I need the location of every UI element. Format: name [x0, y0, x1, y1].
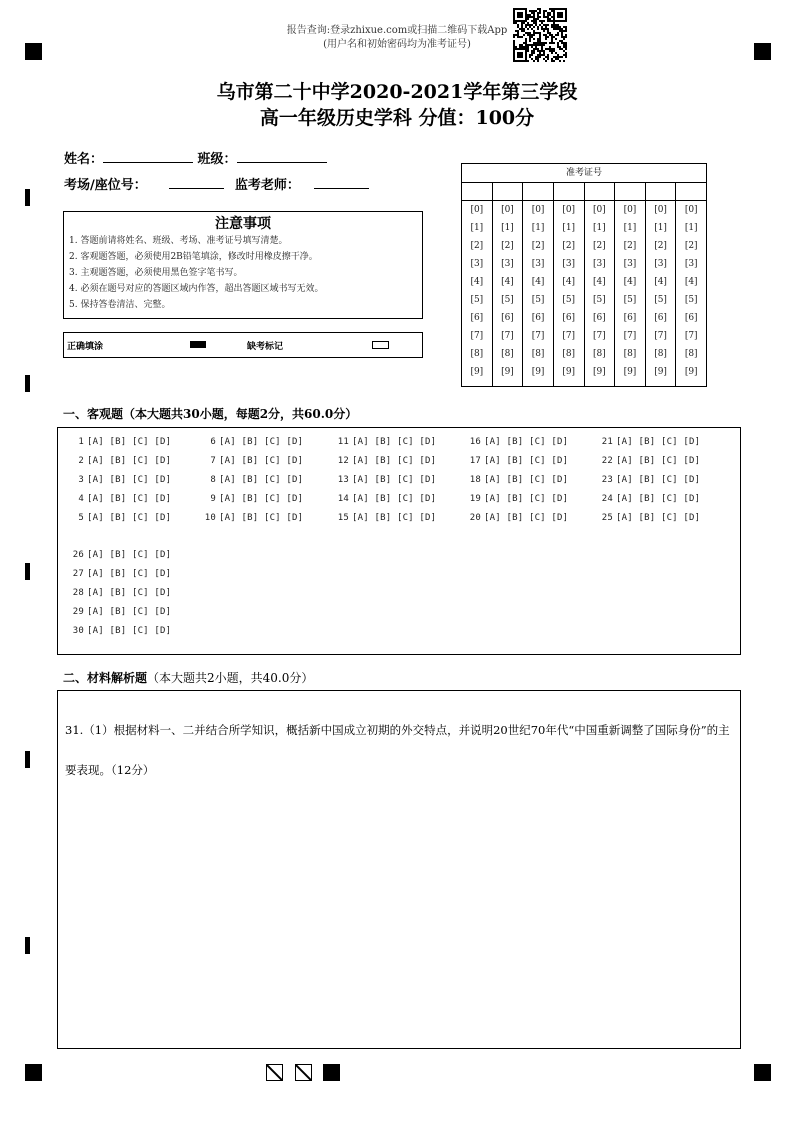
admission-digit-bubble[interactable]: [8]	[684, 349, 698, 359]
question-number: 21	[601, 437, 613, 447]
section2-title-detail: （本大题共2小题，共40.0分）	[147, 671, 314, 685]
answer-options[interactable]: [A] [B] [C] [D]	[484, 513, 569, 523]
question-number: 18	[469, 475, 481, 485]
answer-options[interactable]: [A] [B] [C] [D]	[616, 456, 701, 466]
admission-digit-write-cell[interactable]	[462, 183, 492, 201]
admission-digit-bubble[interactable]: [0]	[684, 205, 698, 215]
question-row	[333, 456, 436, 466]
admission-digit-bubble[interactable]: [4]	[531, 277, 545, 287]
question-row	[597, 494, 700, 504]
question-row	[68, 513, 171, 523]
question-row	[68, 550, 171, 560]
admission-digit-bubble[interactable]: [9]	[684, 367, 698, 377]
timing-mark	[25, 189, 30, 206]
question-row	[333, 475, 436, 485]
admission-digit-bubble[interactable]: [6]	[531, 313, 545, 323]
admission-digit-bubble[interactable]: [0]	[470, 205, 484, 215]
question-number: 23	[601, 475, 613, 485]
question-row	[333, 494, 436, 504]
admission-digit-bubble[interactable]: [1]	[470, 223, 484, 233]
question-number: 12	[337, 456, 349, 466]
admission-digit-bubble[interactable]: [3]	[531, 259, 545, 269]
question-number: 30	[72, 626, 84, 636]
notes-line: 2. 客观题答题，必须使用2B铅笔填涂，修改时用橡皮擦干净。	[69, 252, 318, 262]
admission-digit-column	[615, 183, 646, 386]
admission-digit-bubble[interactable]: [0]	[592, 205, 606, 215]
admission-digit-bubble[interactable]: [9]	[562, 367, 576, 377]
answer-options[interactable]: [A] [B] [C] [D]	[87, 475, 172, 485]
answer-options[interactable]: [A] [B] [C] [D]	[352, 475, 437, 485]
admission-digit-bubble[interactable]: [0]	[623, 205, 637, 215]
notes-title: 注意事项	[215, 216, 271, 232]
admission-digit-write-cell[interactable]	[554, 183, 584, 201]
notes-line: 4. 必须在题号对应的答题区域内作答，超出答题区域书写无效。	[69, 284, 324, 294]
question-row	[200, 513, 303, 523]
question-row	[68, 475, 171, 485]
admission-digit-write-cell[interactable]	[676, 183, 706, 201]
question-row	[465, 475, 568, 485]
admission-digit-bubble[interactable]: [0]	[654, 205, 667, 215]
admission-digit-bubble[interactable]: [2]	[684, 241, 698, 251]
question-number: 13	[337, 475, 349, 485]
admission-digit-bubble[interactable]: [6]	[470, 313, 484, 323]
admission-digit-bubble[interactable]: [2]	[562, 241, 576, 251]
admission-digit-write-cell[interactable]	[493, 183, 523, 201]
absent-mark-label: 缺考标记	[247, 342, 284, 352]
admission-digit-bubble[interactable]: [9]	[501, 367, 514, 377]
answer-options[interactable]: [A] [B] [C] [D]	[87, 588, 172, 598]
question-number: 15	[337, 513, 349, 523]
admission-digit-bubble[interactable]: [0]	[531, 205, 545, 215]
notes-line: 3. 主观题答题，必须使用黑色签字笔书写。	[69, 268, 243, 278]
admission-digit-bubble[interactable]: [6]	[654, 313, 667, 323]
report-notice	[0, 24, 794, 52]
admission-digit-bubble[interactable]: [2]	[592, 241, 606, 251]
question-number: 26	[72, 550, 84, 560]
question-row	[68, 569, 171, 579]
admission-digit-bubble[interactable]: [2]	[470, 241, 484, 251]
admission-digit-bubble[interactable]: [2]	[623, 241, 637, 251]
admission-digit-bubble[interactable]: [6]	[623, 313, 637, 323]
admission-digit-bubble[interactable]: [8]	[501, 349, 514, 359]
admission-digit-bubble[interactable]: [1]	[501, 223, 514, 233]
timing-mark	[25, 937, 30, 954]
name-field[interactable]	[103, 150, 193, 163]
admission-digit-bubble[interactable]: [4]	[592, 277, 606, 287]
admission-digit-bubble[interactable]: [4]	[470, 277, 484, 287]
question-row	[597, 437, 700, 447]
admission-digit-column	[676, 183, 706, 386]
admission-digit-bubble[interactable]: [1]	[654, 223, 667, 233]
admission-digit-bubble[interactable]: [1]	[562, 223, 576, 233]
admission-digit-bubble[interactable]: [7]	[470, 331, 484, 341]
admission-digit-bubble[interactable]: [4]	[501, 277, 514, 287]
admission-number-title: 准考证号	[462, 164, 706, 183]
fill-example-box	[63, 332, 423, 358]
question-row	[68, 607, 171, 617]
admission-digit-bubble[interactable]: [5]	[623, 295, 637, 305]
question-number: 29	[72, 607, 84, 617]
admission-digit-bubble[interactable]: [0]	[562, 205, 576, 215]
answer-options[interactable]: [A] [B] [C] [D]	[616, 475, 701, 485]
admission-digit-bubble[interactable]: [5]	[684, 295, 698, 305]
answer-options[interactable]: [A] [B] [C] [D]	[219, 437, 304, 447]
question-number: 2	[78, 456, 84, 466]
admission-digit-bubble[interactable]: [1]	[531, 223, 545, 233]
admission-digit-bubble[interactable]: [1]	[592, 223, 606, 233]
question-row	[68, 456, 171, 466]
qr-code-icon[interactable]	[513, 8, 567, 62]
answer-options[interactable]: [A] [B] [C] [D]	[87, 569, 172, 579]
admission-digit-columns	[462, 183, 706, 386]
admission-digit-column	[493, 183, 524, 386]
admission-digit-bubble[interactable]: [9]	[623, 367, 637, 377]
answer-options[interactable]: [A] [B] [C] [D]	[87, 494, 172, 504]
question-row	[333, 437, 436, 447]
admission-digit-bubble[interactable]: [7]	[654, 331, 667, 341]
subjective-answer-area[interactable]	[57, 690, 741, 1049]
admission-digit-bubble[interactable]: [4]	[562, 277, 576, 287]
admission-digit-bubble[interactable]: [9]	[531, 367, 545, 377]
question-number: 4	[78, 494, 84, 504]
admission-digit-bubble[interactable]: [8]	[654, 349, 667, 359]
admission-digit-bubble[interactable]: [3]	[592, 259, 606, 269]
admission-digit-bubble[interactable]: [7]	[592, 331, 606, 341]
name-class-row	[64, 148, 327, 167]
room-seat-label: 考场/座位号：	[64, 178, 147, 193]
absent-mark-checkbox[interactable]	[372, 341, 389, 349]
exam-title: 乌市第二十中学2020-2021学年第三学段	[216, 81, 578, 103]
answer-options[interactable]: [A] [B] [C] [D]	[219, 456, 304, 466]
admission-digit-bubble[interactable]: [4]	[654, 277, 667, 287]
admission-digit-bubble[interactable]: [9]	[592, 367, 606, 377]
question-row	[200, 494, 303, 504]
question-row	[597, 513, 700, 523]
admission-digit-write-cell[interactable]	[646, 183, 676, 201]
admission-number-grid	[461, 163, 707, 387]
question-row	[200, 456, 303, 466]
answer-options[interactable]: [A] [B] [C] [D]	[219, 513, 304, 523]
answer-options[interactable]: [A] [B] [C] [D]	[616, 513, 701, 523]
timing-mark	[25, 563, 30, 580]
question-row	[597, 456, 700, 466]
question-number: 11	[337, 437, 349, 447]
answer-options[interactable]: [A] [B] [C] [D]	[219, 494, 304, 504]
question-row	[465, 494, 568, 504]
page-check-mark	[266, 1064, 283, 1081]
correct-fill-label: 正确填涂	[67, 342, 104, 352]
answer-options[interactable]: [A] [B] [C] [D]	[352, 437, 437, 447]
alignment-mark	[754, 1064, 771, 1081]
room-proctor-row	[64, 174, 369, 193]
admission-digit-bubble[interactable]: [8]	[592, 349, 606, 359]
admission-digit-bubble[interactable]: [5]	[470, 295, 484, 305]
admission-digit-bubble[interactable]: [3]	[623, 259, 637, 269]
admission-digit-bubble[interactable]: [5]	[562, 295, 576, 305]
admission-digit-column	[585, 183, 616, 386]
admission-digit-bubble[interactable]: [5]	[531, 295, 545, 305]
class-label: 班级：	[197, 152, 237, 167]
answer-options[interactable]: [A] [B] [C] [D]	[87, 550, 172, 560]
admission-digit-bubble[interactable]: [2]	[531, 241, 545, 251]
page-check-mark	[295, 1064, 312, 1081]
admission-digit-column	[462, 183, 493, 386]
admission-digit-bubble[interactable]: [5]	[654, 295, 667, 305]
admission-digit-bubble[interactable]: [9]	[470, 367, 484, 377]
proctor-label: 监考老师：	[234, 178, 300, 193]
question-row	[68, 588, 171, 598]
admission-digit-bubble[interactable]: [1]	[684, 223, 698, 233]
answer-options[interactable]: [A] [B] [C] [D]	[484, 475, 569, 485]
question-number: 3	[78, 475, 84, 485]
answer-options[interactable]: [A] [B] [C] [D]	[352, 513, 437, 523]
name-label: 姓名：	[64, 152, 104, 167]
admission-digit-bubble[interactable]: [6]	[501, 313, 514, 323]
admission-digit-bubble[interactable]: [9]	[654, 367, 667, 377]
question-row	[200, 437, 303, 447]
admission-digit-bubble[interactable]: [7]	[684, 331, 698, 341]
admission-digit-bubble[interactable]: [8]	[531, 349, 545, 359]
answer-options[interactable]: [A] [B] [C] [D]	[87, 513, 172, 523]
question-row	[465, 456, 568, 466]
question-number: 24	[601, 494, 613, 504]
answer-options[interactable]: [A] [B] [C] [D]	[484, 456, 569, 466]
answer-options[interactable]: [A] [B] [C] [D]	[352, 494, 437, 504]
question-row	[68, 494, 171, 504]
exam-subtitle: 高一年级历史学科 分值：100分	[259, 107, 535, 129]
notes-line: 5. 保持答卷清洁、完整。	[69, 300, 171, 310]
question-number: 7	[210, 456, 216, 466]
question-number: 5	[78, 513, 84, 523]
question-row	[68, 437, 171, 447]
question-number: 28	[72, 588, 84, 598]
question-number: 10	[204, 513, 216, 523]
answer-options[interactable]: [A] [B] [C] [D]	[616, 494, 701, 504]
report-notice-line2: (用户名和初始密码均为准考证号)	[323, 39, 471, 50]
question-number: 19	[469, 494, 481, 504]
question-row	[465, 437, 568, 447]
question-number: 8	[210, 475, 216, 485]
question-row	[597, 475, 700, 485]
admission-digit-bubble[interactable]: [6]	[684, 313, 698, 323]
report-notice-line1: 报告查询:登录zhixue.com或扫描二维码下载App	[286, 25, 508, 36]
question-number: 1	[78, 437, 84, 447]
admission-digit-bubble[interactable]: [4]	[684, 277, 698, 287]
question-number: 27	[72, 569, 84, 579]
admission-digit-bubble[interactable]: [3]	[562, 259, 576, 269]
question-number: 22	[601, 456, 613, 466]
admission-digit-column	[646, 183, 677, 386]
question-number: 20	[469, 513, 481, 523]
question-row	[333, 513, 436, 523]
proctor-field[interactable]	[314, 176, 369, 189]
answer-options[interactable]: [A] [B] [C] [D]	[484, 437, 569, 447]
admission-digit-bubble[interactable]: [3]	[470, 259, 484, 269]
admission-digit-bubble[interactable]: [8]	[470, 349, 484, 359]
question-number: 14	[337, 494, 349, 504]
alignment-mark	[25, 1064, 42, 1081]
admission-digit-bubble[interactable]: [0]	[501, 205, 514, 215]
timing-mark	[25, 375, 30, 392]
page-solid-mark	[323, 1064, 340, 1081]
room-seat-field[interactable]	[169, 176, 224, 189]
notes-box	[63, 211, 423, 319]
section2-title-main: 二、材料解析题	[63, 671, 148, 685]
timing-mark	[25, 751, 30, 768]
correct-fill-sample	[190, 341, 206, 348]
admission-digit-write-cell[interactable]	[585, 183, 615, 201]
question-number: 6	[210, 437, 216, 447]
admission-digit-bubble[interactable]: [3]	[501, 259, 514, 269]
answer-options[interactable]: [A] [B] [C] [D]	[219, 475, 304, 485]
admission-digit-bubble[interactable]: [5]	[592, 295, 606, 305]
admission-digit-write-cell[interactable]	[523, 183, 553, 201]
section2-title	[63, 669, 313, 686]
objective-answer-area	[57, 427, 741, 655]
answer-options[interactable]: [A] [B] [C] [D]	[352, 456, 437, 466]
question-row	[68, 626, 171, 636]
answer-options[interactable]: [A] [B] [C] [D]	[616, 437, 701, 447]
admission-digit-bubble[interactable]: [3]	[684, 259, 698, 269]
admission-digit-bubble[interactable]: [8]	[623, 349, 637, 359]
answer-options[interactable]: [A] [B] [C] [D]	[484, 494, 569, 504]
answer-options[interactable]: [A] [B] [C] [D]	[87, 626, 172, 636]
section1-title: 一、客观题（本大题共30小题，每题2分，共60.0分）	[63, 407, 358, 421]
answer-options[interactable]: [A] [B] [C] [D]	[87, 456, 172, 466]
admission-digit-bubble[interactable]: [4]	[623, 277, 637, 287]
answer-options[interactable]: [A] [B] [C] [D]	[87, 607, 172, 617]
answer-options[interactable]: [A] [B] [C] [D]	[87, 437, 172, 447]
question-row	[200, 475, 303, 485]
admission-digit-bubble[interactable]: [7]	[501, 331, 514, 341]
question-number: 9	[210, 494, 216, 504]
admission-digit-bubble[interactable]: [3]	[654, 259, 667, 269]
admission-digit-bubble[interactable]: [7]	[531, 331, 545, 341]
notes-line: 1. 答题前请将姓名、班级、考场、准考证号填写清楚。	[69, 236, 288, 246]
question-number: 17	[469, 456, 481, 466]
admission-digit-bubble[interactable]: [1]	[623, 223, 637, 233]
question-number: 16	[469, 437, 481, 447]
admission-digit-bubble[interactable]: [5]	[501, 295, 514, 305]
admission-digit-write-cell[interactable]	[615, 183, 645, 201]
question-row	[465, 513, 568, 523]
admission-digit-bubble[interactable]: [2]	[654, 241, 667, 251]
admission-digit-bubble[interactable]: [8]	[562, 349, 576, 359]
admission-digit-bubble[interactable]: [6]	[592, 313, 606, 323]
question-number: 25	[601, 513, 613, 523]
admission-digit-bubble[interactable]: [7]	[623, 331, 637, 341]
class-field[interactable]	[237, 150, 327, 163]
admission-digit-column	[523, 183, 554, 386]
admission-digit-bubble[interactable]: [2]	[501, 241, 514, 251]
question-31-text: 31.（1）根据材料一、二并结合所学知识，概括新中国成立初期的外交特点，并说明20世纪70年代“中国重新调整了国际身份”的主要表现。（12分）	[65, 723, 730, 777]
admission-digit-column	[554, 183, 585, 386]
admission-digit-bubble[interactable]: [7]	[562, 331, 576, 341]
admission-digit-bubble[interactable]: [6]	[562, 313, 576, 323]
